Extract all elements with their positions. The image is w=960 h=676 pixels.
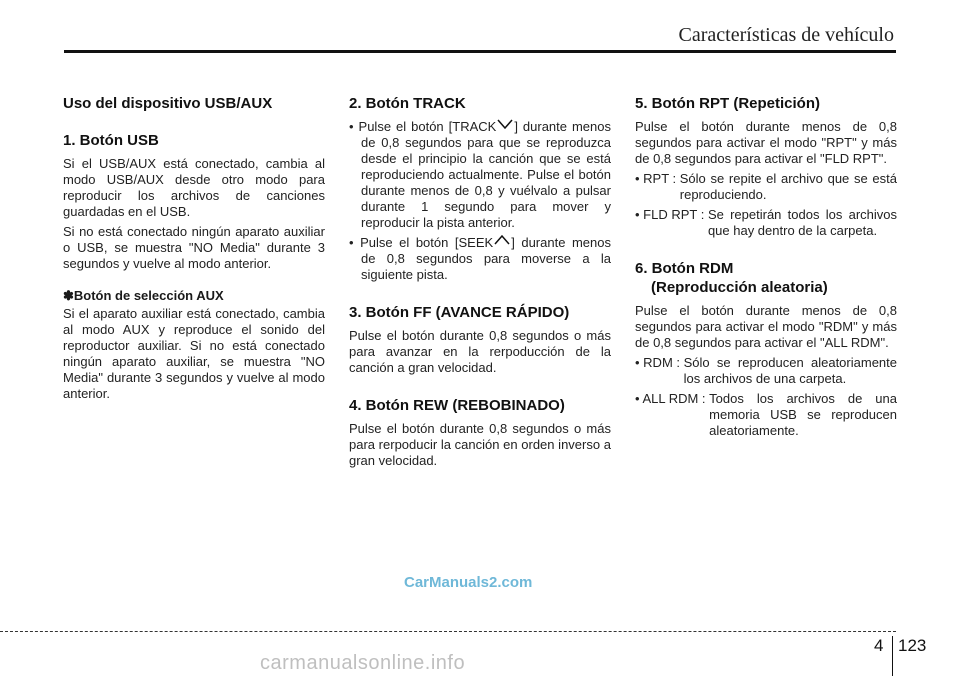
column-1: [63, 94, 325, 406]
chevron-down-icon: [497, 119, 513, 129]
rdm-title-line-1: 6. Botón RDM: [635, 260, 734, 277]
heading-usb-button: 1. Botón USB: [63, 132, 159, 149]
column-3: [635, 94, 897, 443]
fld-rpt-text: Se repetirán todos los archivos que hay dentro de la carpeta.: [707, 207, 897, 238]
watermark-link[interactable]: CarManuals2.com: [404, 574, 533, 591]
track-bullet-1-post: ] durante menos de 0,8 segundos para que se reproduzca desde el principio la canción que se está reproduciendo actualmente. Pulse el botón durante menos de 0,8 y vuélvalo a pulsar durante 1 segundo para mover y reproducir la pista anterior.: [361, 119, 611, 230]
section-title-usb-aux: Uso del dispositivo USB/AUX: [63, 95, 273, 112]
heading-rew-button: 4. Botón REW (REBOBINADO): [349, 397, 565, 414]
rew-paragraph: Pulse el botón durante 0,8 segundos o más para rerpoducir la canción en orden inverso a gran velocidad.: [349, 421, 611, 468]
rpt-paragraph: Pulse el botón durante menos de 0,8 segundos para activar el modo "RPT" y más de 0,8 segundos para activar el "FLD RPT".: [635, 119, 897, 166]
all-rdm-text: Todos los archivos de una memoria USB se reproducen aleatoriamente.: [709, 391, 897, 438]
rpt-item: [635, 171, 897, 203]
rdm-paragraph: Pulse el botón durante menos de 0,8 segundos para activar el modo "RDM" y más de 0,8 segundos para activar el "ALL RDM".: [635, 303, 897, 350]
track-bullet-2: [349, 235, 611, 283]
site-footer-watermark: carmanualsonline.info: [260, 652, 466, 674]
rpt-label: • RPT :: [635, 171, 680, 186]
heading-rdm-button: [635, 259, 897, 297]
fld-rpt-item: [635, 207, 897, 239]
page-divider: [892, 636, 893, 676]
note-paragraph-aux: Si el aparato auxiliar está conectado, cambia al modo AUX y reproduce el sonido del reproductor auxiliar. Si no está conectado ningún aparato auxiliar, se muestra "NO Media" durante 3 segundos y vuelve al modo anterior.: [63, 306, 325, 401]
usb-paragraph-2: Si no está conectado ningún aparato auxiliar o USB, se muestra "NO Media" durante 3 segundos y vuelve al modo anterior.: [63, 224, 325, 271]
note-title-aux: ✽Botón de selección AUX: [63, 288, 224, 303]
all-rdm-label: • ALL RDM :: [635, 391, 710, 406]
ff-paragraph: Pulse el botón durante 0,8 segundos o más para avanzar en la rerpoducción de la canción a gran velocidad.: [349, 328, 611, 375]
track-bullet-2-pre: • Pulse el botón [SEEK: [349, 235, 494, 250]
rdm-item: [635, 355, 897, 387]
track-bullet-2-post: ] durante menos de 0,8 segundos para moverse a la siguiente pista.: [361, 235, 611, 282]
footer-rule: [0, 631, 896, 632]
rdm-label: • RDM :: [635, 355, 684, 370]
running-header: Características de vehículo: [678, 24, 894, 46]
header-rule: [64, 50, 896, 53]
usb-paragraph-1: Si el USB/AUX está conectado, cambia al modo USB/AUX desde otro modo para reproducir los archivos de canciones guardadas en el USB.: [63, 156, 325, 219]
rpt-text: Sólo se repite el archivo que se está reproduciendo.: [679, 171, 897, 202]
heading-track-button: 2. Botón TRACK: [349, 95, 466, 112]
all-rdm-item: [635, 391, 897, 439]
heading-rpt-button: 5. Botón RPT (Repetición): [635, 95, 820, 112]
chevron-up-icon: [494, 235, 510, 245]
chapter-number: 4: [874, 636, 884, 655]
track-bullet-1: [349, 119, 611, 231]
rdm-text: Sólo se reproducen aleatoriamente los archivos de una carpeta.: [683, 355, 897, 386]
rdm-title-line-2: (Reproducción aleatoria): [651, 279, 828, 296]
track-bullet-1-pre: • Pulse el botón [TRACK: [349, 119, 497, 134]
column-2: [349, 94, 611, 473]
fld-rpt-label: • FLD RPT :: [635, 207, 708, 222]
heading-ff-button: 3. Botón FF (AVANCE RÁPIDO): [349, 304, 570, 321]
page-number: 123: [898, 636, 927, 655]
